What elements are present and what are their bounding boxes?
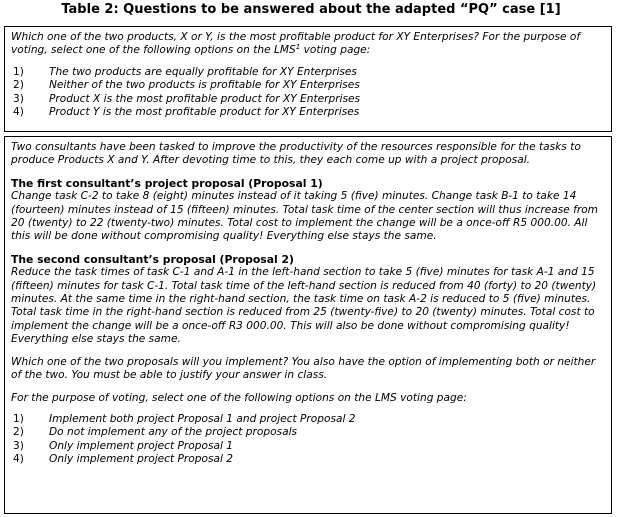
- option-number: 2): [13, 79, 24, 92]
- option-number: 3): [13, 439, 24, 452]
- option-text: Neither of the two products is profitable for XY Enterprises: [49, 79, 360, 92]
- proposal-2-body: Reduce the task times of task C-1 and A-1 in the left-hand section to take 5 (five) minutes for task A-1 and 15 (fifteen) minutes for task C-1. Total task time of the left-hand section is reduced from 40 (forty) to 20 (twenty) minutes. At the same time in the right-hand section, the task time on task A-2 is reduced to 5 (five) minutes. Total task time in the right-hand section is reduced from 25 (twenty-five) to 20 (twenty) minutes. Total cost to implement the change will be a once-off R3 000.00. This will also be done without compromising quality! Everything else stays the same.: [11, 266, 597, 346]
- question-1-options: [11, 66, 605, 120]
- option-text: Implement both project Proposal 1 and project Proposal 2: [49, 412, 356, 425]
- list-item: [11, 440, 605, 453]
- question-2-options: [11, 413, 605, 467]
- option-number: 1): [13, 412, 24, 425]
- option-text: Product X is the most profitable product for XY Enterprises: [49, 92, 361, 105]
- proposal-question: Which one of the two proposals will you implement? You also have the option of implementing both or neither of the two. You must be able to justify your answer in class.: [11, 355, 596, 382]
- table-title: Table 2: Questions to be answered about the adapted “PQ” case [1]: [61, 2, 561, 17]
- list-item: [11, 413, 605, 426]
- proposal-2-heading: The second consultant’s proposal (Proposal 2): [11, 252, 294, 266]
- list-item: [11, 426, 605, 439]
- option-number: 4): [13, 453, 24, 466]
- option-text: Only implement project Proposal 1: [49, 439, 234, 452]
- question-1-intro-text: Which one of the two products, X or Y, is the most profitable product for XY Enterprises? For the purpose of voting, select one of the following options on the LMS: [11, 31, 581, 57]
- option-number: 4): [13, 106, 24, 119]
- question-1-intro: [11, 31, 605, 58]
- voting-instruction: For the purpose of voting, select one of the following options on the LMS voting page:: [11, 391, 467, 404]
- option-number: 1): [13, 65, 24, 78]
- proposal-1-body: Change task C-2 to take 8 (eight) minutes instead of it taking 5 (five) minutes. Change task B-1 to take 14 (fourteen) minutes instead of 15 (fifteen) minutes. Total task time of the center section will thus increase from 20 (twenty) to 22 (twenty-two) minutes. Total cost to implement the change will be a once-off R5 000.00. All this will be done without compromising quality! Everything else stays the same.: [11, 190, 598, 243]
- option-number: 2): [13, 426, 24, 439]
- list-item: [11, 453, 605, 466]
- question-1-box: [4, 26, 612, 132]
- option-text: Product Y is the most profitable product for XY Enterprises: [49, 106, 360, 119]
- list-item: [11, 66, 605, 79]
- option-text: Only implement project Proposal 2: [49, 453, 234, 466]
- option-text: The two products are equally profitable for XY Enterprises: [49, 65, 357, 78]
- option-text: Do not implement any of the project proposals: [49, 426, 298, 439]
- option-number: 3): [13, 92, 24, 105]
- proposal-1-heading: The first consultant’s project proposal (Proposal 1): [11, 176, 323, 190]
- footnote-marker: 1: [295, 43, 301, 52]
- list-item: [11, 93, 605, 106]
- list-item: [11, 79, 605, 92]
- list-item: [11, 106, 605, 119]
- question-1-intro-tail: voting page:: [300, 44, 371, 57]
- question-2-box: [4, 136, 612, 514]
- question-2-intro: Two consultants have been tasked to improve the productivity of the resources responsible for the tasks to produce Products X and Y. After devoting time to this, they each come up with a project proposal.: [11, 141, 581, 167]
